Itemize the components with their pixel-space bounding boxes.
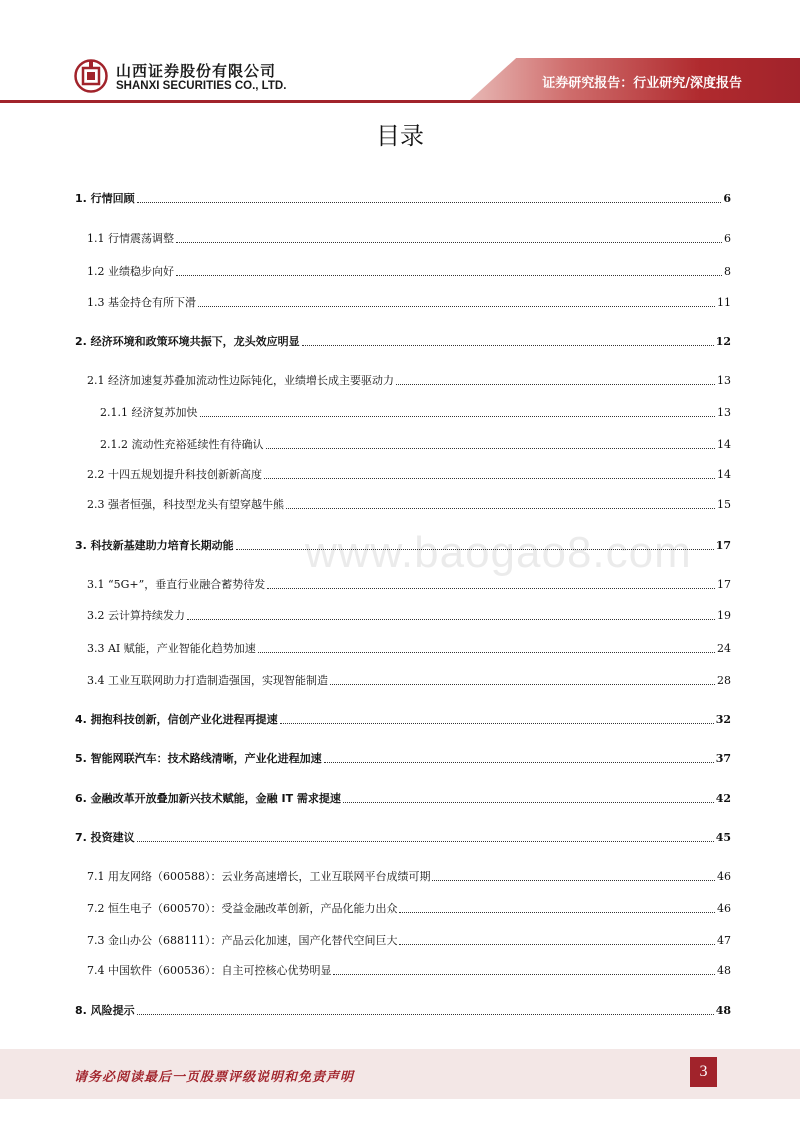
toc-dot-leader: [187, 619, 715, 620]
toc-entry[interactable]: [75, 746, 731, 766]
toc-entry-title: 2. 经济环境和政策环境共振下，龙头效应明显: [75, 335, 300, 348]
toc-entry-page: 42: [715, 792, 731, 805]
toc-entry-page: 11: [717, 296, 731, 309]
toc-entry[interactable]: [75, 462, 731, 482]
toc-entry[interactable]: [75, 958, 731, 978]
toc-entry[interactable]: [75, 400, 731, 420]
toc-entry[interactable]: [75, 603, 731, 623]
toc-entry[interactable]: [75, 636, 731, 656]
toc-entry-title: 5. 智能网联汽车：技术路线清晰，产业化进程加速: [75, 752, 322, 765]
toc-entry-page: 32: [715, 713, 731, 726]
toc-dot-leader: [280, 723, 714, 724]
toc-dot-leader: [302, 345, 714, 346]
toc-entry[interactable]: [75, 864, 731, 884]
toc-entry-title: 2.1.1 经济复苏加快: [100, 406, 198, 419]
toc-dot-leader: [137, 202, 722, 203]
toc-entry-page: 28: [717, 674, 731, 687]
toc-entry-title: 2.1.2 流动性充裕延续性有待确认: [100, 438, 264, 451]
watermark: www.baogao8.com: [305, 528, 692, 577]
toc-entry[interactable]: [75, 329, 731, 349]
toc-entry-title: 3. 科技新基建助力培育长期动能: [75, 539, 234, 552]
toc-entry-title: 1. 行情回顾: [75, 192, 135, 205]
toc-entry-page: 12: [715, 335, 731, 348]
toc-entry-title: 3.1 “5G+”，垂直行业融合蓄势待发: [87, 578, 266, 591]
toc-entry[interactable]: [75, 226, 731, 246]
disclaimer-text: 请务必阅读最后一页股票评级说明和免责声明: [74, 1070, 355, 1085]
toc-entry[interactable]: [75, 186, 731, 206]
toc-entry-page: 19: [717, 609, 731, 622]
toc-entry-title: 1.3 基金持仓有所下滑: [87, 296, 196, 309]
toc-entry-title: 4. 拥抱科技创新，信创产业化进程再提速: [75, 713, 278, 726]
toc-dot-leader: [236, 549, 714, 550]
toc-entry-page: 15: [717, 498, 731, 511]
toc-entry[interactable]: [75, 259, 731, 279]
toc-entry-page: 24: [717, 642, 731, 655]
toc-entry-page: 17: [715, 539, 731, 552]
toc-entry-title: 6. 金融改革开放叠加新兴技术赋能，金融 IT 需求提速: [75, 792, 341, 805]
toc-dot-leader: [198, 306, 715, 307]
toc-entry[interactable]: [75, 572, 731, 592]
toc-entry[interactable]: [75, 290, 731, 310]
toc-entry-page: 47: [717, 934, 731, 947]
toc-entry-page: 17: [717, 578, 731, 591]
toc-entry-title: 7. 投资建议: [75, 831, 135, 844]
toc-entry-title: 1.1 行情震荡调整: [87, 232, 174, 245]
toc-entry-title: 7.3 金山办公（688111）：产品云化加速，国产化替代空间巨大: [87, 934, 398, 947]
toc-dot-leader: [399, 944, 715, 945]
toc-entry-title: 2.2 十四五规划提升科技创新新高度: [87, 468, 262, 481]
toc-entry-page: 48: [717, 964, 731, 977]
page-number: 3: [690, 1057, 717, 1087]
page-header: [0, 0, 800, 104]
toc-entry-title: 1.2 业绩稳步向好: [87, 265, 174, 278]
toc-entry[interactable]: [75, 707, 731, 727]
toc-entry-page: 6: [724, 232, 731, 245]
toc-entry-page: 46: [717, 902, 731, 915]
toc-entry-page: 8: [724, 265, 731, 278]
toc-entry-title: 3.3 AI 赋能，产业智能化趋势加速: [87, 642, 256, 655]
toc-entry-page: 45: [715, 831, 731, 844]
toc-entry-page: 14: [717, 468, 731, 481]
toc-dot-leader: [330, 684, 715, 685]
toc-dot-leader: [343, 802, 714, 803]
toc-dot-leader: [324, 762, 714, 763]
toc-entry[interactable]: [75, 998, 731, 1018]
toc-entry-page: 46: [717, 870, 731, 883]
toc-entry[interactable]: [75, 928, 731, 948]
toc-entry-title: 2.3 强者恒强，科技型龙头有望穿越牛熊: [87, 498, 284, 511]
toc-entry-page: 13: [717, 406, 731, 419]
header-divider: [0, 100, 800, 103]
toc-dot-leader: [176, 242, 722, 243]
toc-entry[interactable]: [75, 432, 731, 452]
page-title: 目录: [376, 122, 424, 150]
toc-entry-page: 14: [717, 438, 731, 451]
toc-dot-leader: [399, 912, 715, 913]
toc-dot-leader: [176, 275, 722, 276]
toc-dot-leader: [200, 416, 716, 417]
shanxi-securities-logo-icon: [74, 59, 108, 93]
toc-entry-title: 7.2 恒生电子（600570）：受益金融改革创新，产品化能力出众: [87, 902, 398, 915]
toc-dot-leader: [267, 588, 715, 589]
toc-entry[interactable]: [75, 492, 731, 512]
toc-dot-leader: [264, 478, 715, 479]
toc-entry[interactable]: [75, 786, 731, 806]
toc-entry-title: 7.4 中国软件（600536）：自主可控核心优势明显: [87, 964, 332, 977]
company-name-en: SHANXI SECURITIES CO., LTD.: [116, 80, 287, 92]
company-name-cn: 山西证券股份有限公司: [116, 62, 277, 80]
toc-entry[interactable]: [75, 533, 731, 553]
toc-dot-leader: [396, 384, 715, 385]
toc-entry-page: 13: [717, 374, 731, 387]
toc-entry-title: 8. 风险提示: [75, 1004, 135, 1017]
toc-entry[interactable]: [75, 668, 731, 688]
report-type: 证券研究报告：行业研究/深度报告: [542, 76, 742, 91]
toc-entry-page: 6: [723, 192, 731, 205]
toc-entry-title: 2.1 经济加速复苏叠加流动性边际钝化，业绩增长成主要驱动力: [87, 374, 394, 387]
toc-dot-leader: [137, 841, 714, 842]
toc-entry-title: 3.4 工业互联网助力打造制造强国，实现智能制造: [87, 674, 328, 687]
toc-dot-leader: [432, 880, 715, 881]
toc-dot-leader: [137, 1014, 714, 1015]
toc-entry-page: 48: [715, 1004, 731, 1017]
toc-dot-leader: [258, 652, 715, 653]
toc-entry-page: 37: [715, 752, 731, 765]
toc-entry[interactable]: [75, 368, 731, 388]
toc-entry[interactable]: [75, 896, 731, 916]
toc-entry-title: 7.1 用友网络（600588）：云业务高速增长，工业互联网平台成绩可期: [87, 870, 431, 883]
toc-dot-leader: [286, 508, 715, 509]
toc-dot-leader: [333, 974, 715, 975]
toc-dot-leader: [266, 448, 716, 449]
toc-entry[interactable]: [75, 825, 731, 845]
toc-entry-title: 3.2 云计算持续发力: [87, 609, 185, 622]
